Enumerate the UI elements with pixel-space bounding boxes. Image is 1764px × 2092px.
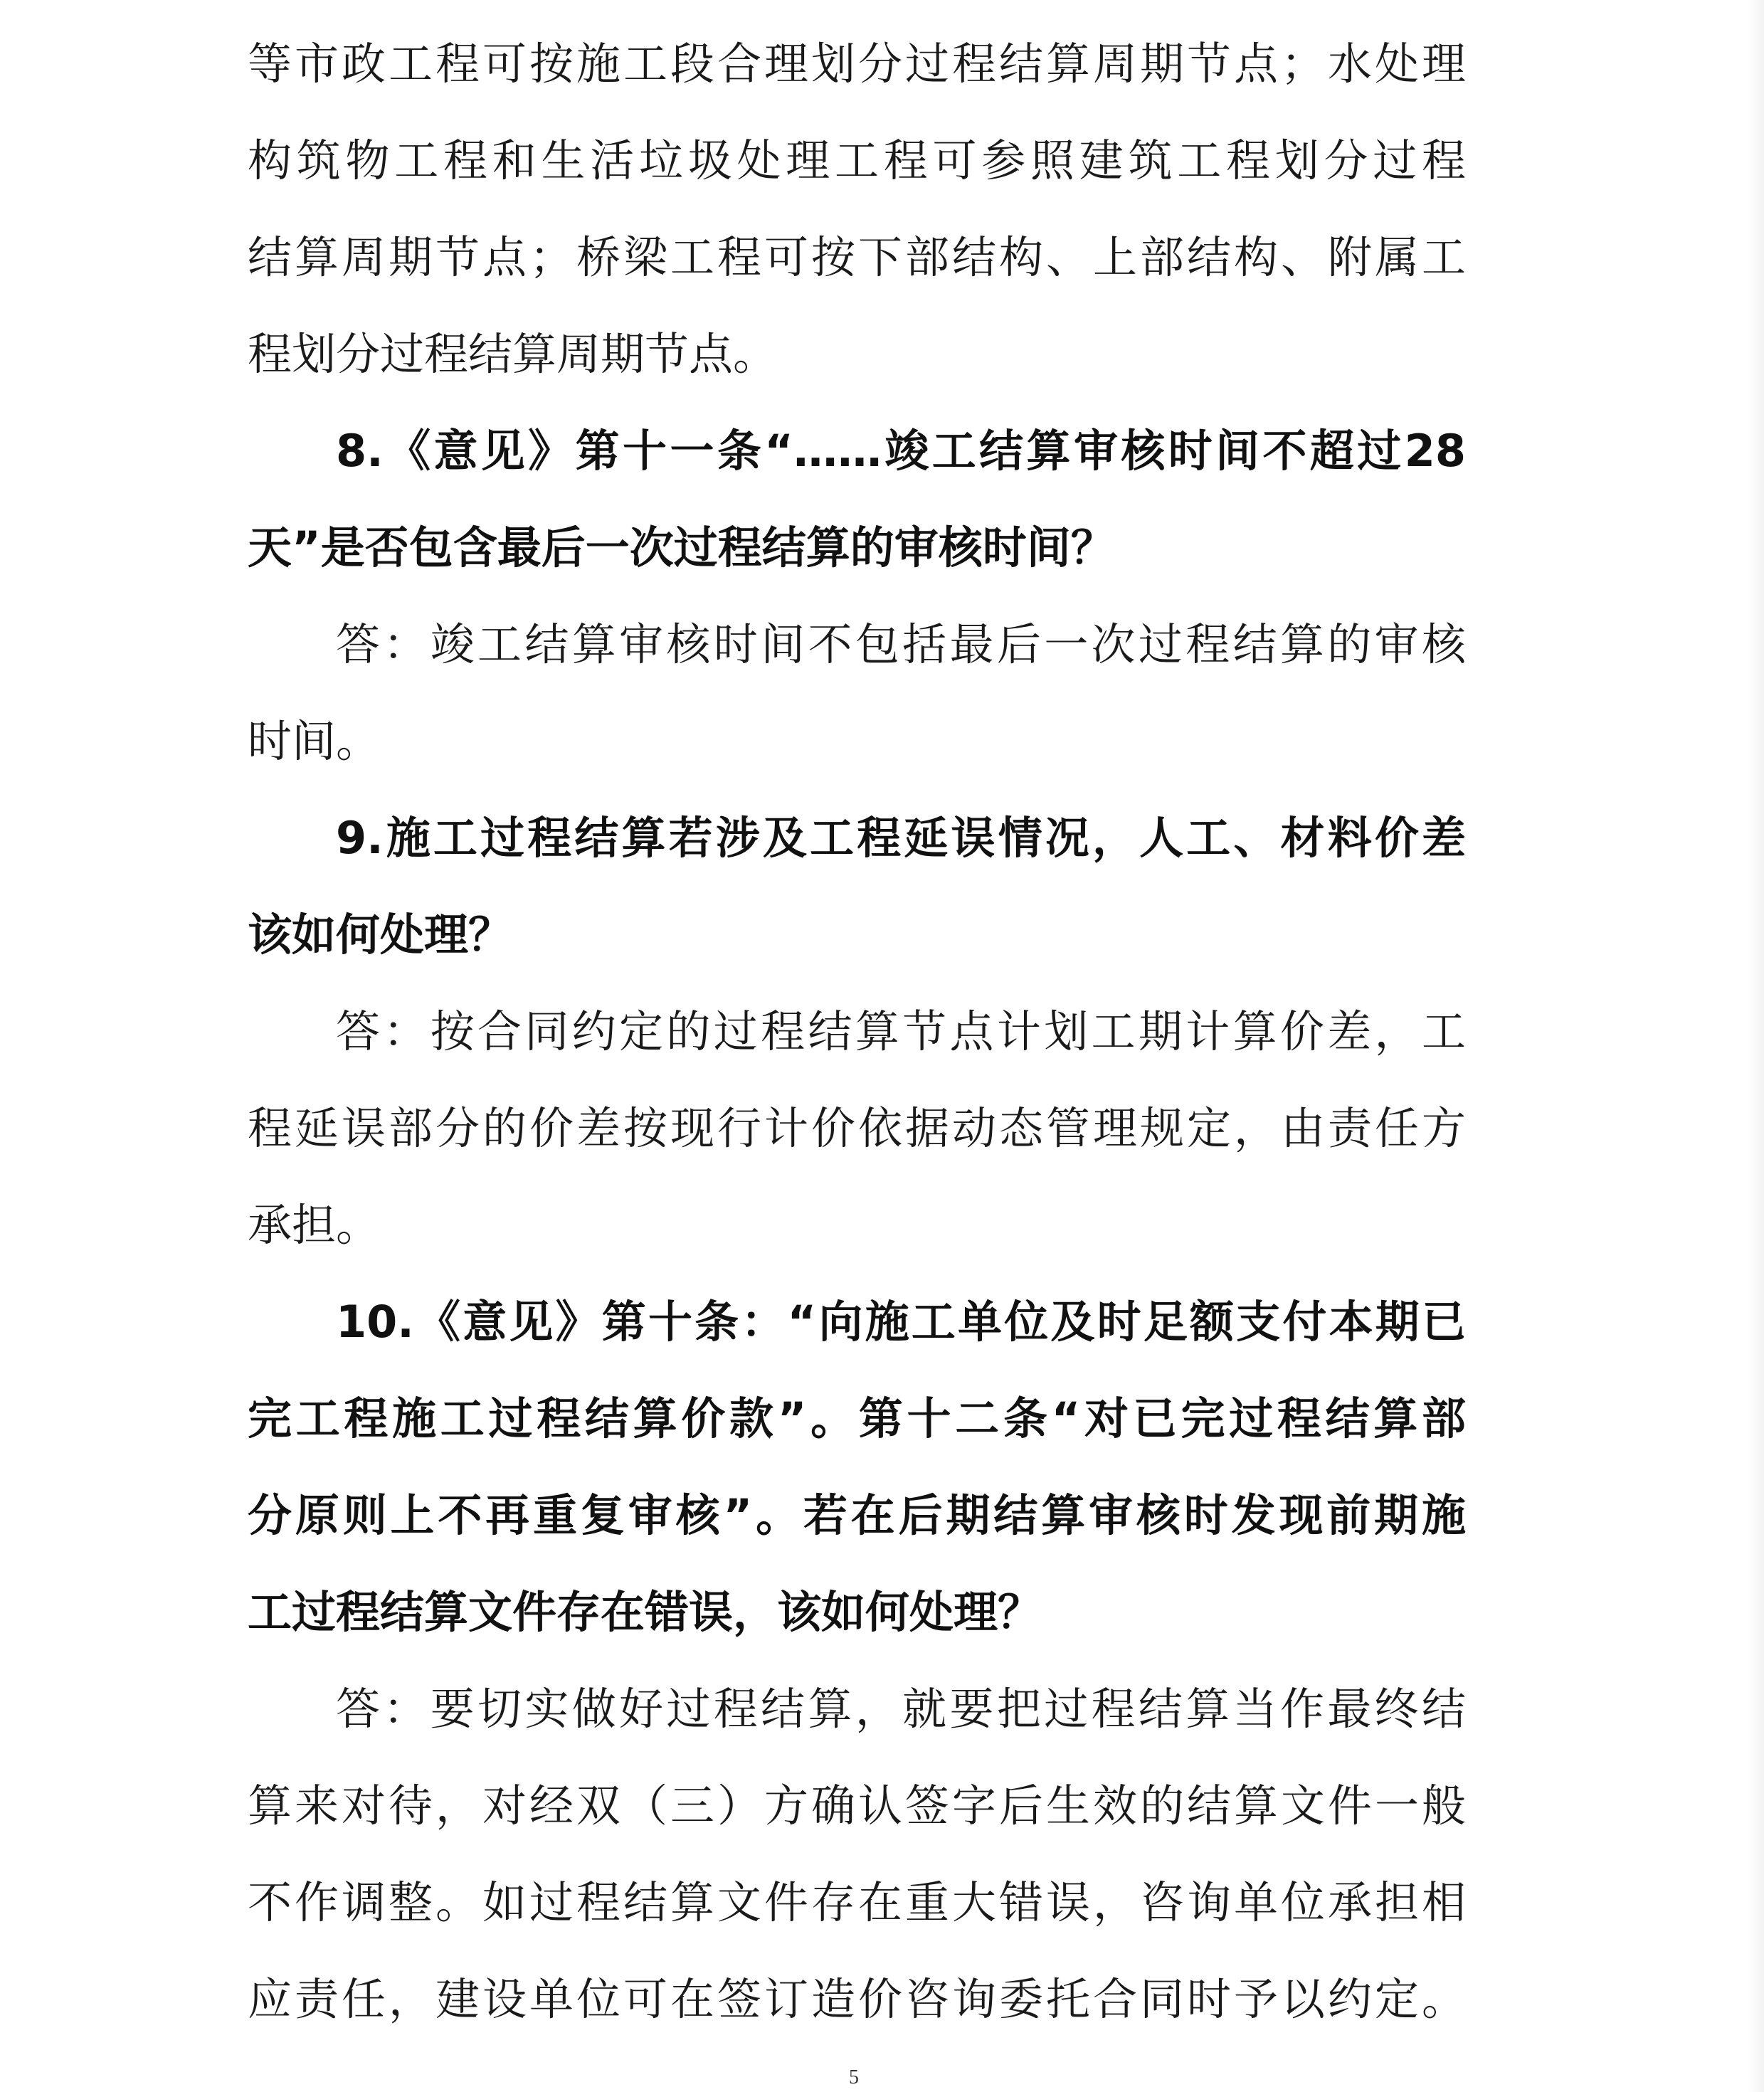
paragraph-line: 程划分过程结算周期节点。 [248, 328, 778, 380]
question-heading-line: 分原则上不再重复审核”。若在后期结算审核时发现前期施 [248, 1489, 1466, 1541]
answer-line: 时间。 [248, 715, 381, 767]
answer-line: 不作调整。如过程结算文件存在重大错误，咨询单位承担相 [248, 1876, 1466, 1928]
scan-edge-shadow [1748, 0, 1764, 2092]
answer-line: 答：竣工结算审核时间不包括最后一次过程结算的审核 [336, 618, 1466, 670]
paragraph-line: 结算周期节点；桥梁工程可按下部结构、上部结构、附属工 [248, 231, 1466, 283]
paragraph-line: 等市政工程可按施工段合理划分过程结算周期节点；水处理 [248, 38, 1466, 90]
question-heading-line: 天”是否包含最后一次过程结算的审核时间？ [248, 522, 1115, 574]
question-heading-line: 完工程施工过程结算价款”。第十二条“对已完过程结算部 [248, 1393, 1466, 1444]
question-heading-line: 10.《意见》第十条：“向施工单位及时足额支付本期已 [336, 1296, 1466, 1348]
answer-line: 程延误部分的价差按现行计价依据动态管理规定，由责任方 [248, 1102, 1466, 1154]
answer-line: 应责任，建设单位可在签订造价咨询委托合同时予以约定。 [248, 1973, 1466, 2025]
page-number: 5 [849, 2066, 859, 2088]
answer-line: 答：要切实做好过程结算，就要把过程结算当作最终结 [336, 1683, 1466, 1735]
answer-line: 承担。 [248, 1199, 381, 1251]
paragraph-line: 构筑物工程和生活垃圾处理工程可参照建筑工程划分过程 [248, 134, 1466, 186]
question-heading-line: 8.《意见》第十一条“……竣工结算审核时间不超过28 [336, 425, 1466, 477]
body-text [248, 16, 1466, 2048]
question-heading-line: 工过程结算文件存在错误，该如何处理？ [248, 1586, 1042, 1638]
question-heading-line: 该如何处理？ [248, 909, 513, 961]
answer-line: 算来对待，对经双（三）方确认签字后生效的结算文件一般 [248, 1780, 1466, 1832]
answer-line: 答：按合同约定的过程结算节点计划工期计算价差，工 [336, 1005, 1466, 1057]
question-heading-line: 9.施工过程结算若涉及工程延误情况，人工、材料价差 [336, 812, 1466, 864]
